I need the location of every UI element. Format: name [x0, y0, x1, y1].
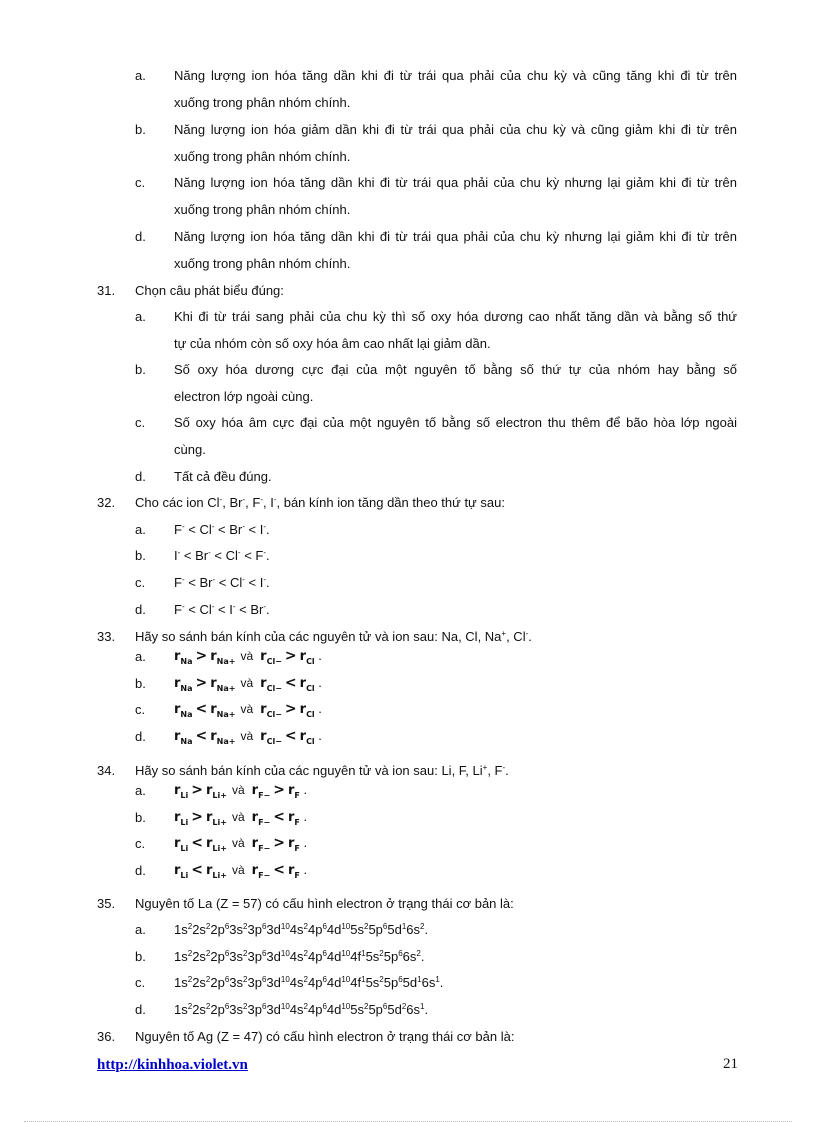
q31-option-c-line: cùng. [174, 442, 206, 457]
q35-option-a-label: a. [135, 922, 146, 937]
q30-option-b-line: Năng lượng ion hóa giảm dần khi đi từ trái qua phải của chu kỳ và cũng giảm khi đi từ trên [174, 122, 737, 137]
q34-number: 34. [97, 763, 116, 778]
q30-option-c-line: Năng lượng ion hóa tăng dần khi đi từ trái qua phải của chu kỳ nhưng lại giảm khi đi từ trên [174, 175, 737, 190]
q33-number: 33. [97, 629, 116, 644]
q32-option-b-label: b. [135, 548, 146, 563]
q33-stem: Hãy so sánh bán kính của các nguyên tử và ion sau: Na, Cl, Na+, Cl-. [135, 629, 532, 644]
q31-option-a-line: tự của nhóm còn số oxy hóa âm cao nhất lại giảm dần. [174, 336, 491, 351]
q31-number: 31. [97, 283, 116, 298]
q33-option-b-formula: $r_{Na} > r_{Na+}$ và $r_{Cl-} < r_{Cl}$ . [174, 675, 322, 693]
q34-option-d-label: d. [135, 863, 146, 878]
q30-option-d-line: Năng lượng ion hóa tăng dần khi đi từ trái qua phải của chu kỳ nhưng lại giảm khi đi từ trên [174, 229, 737, 244]
q30-option-b-line: xuống trong phân nhóm chính. [174, 149, 351, 164]
q32-option-c-label: c. [135, 575, 146, 590]
q30-option-a-label: a. [135, 68, 146, 83]
q34-option-b-formula: $r_{Li} > r_{Li+}$ và $r_{F-} < r_F$ . [174, 809, 308, 827]
q31-option-d-line: Tất cả đều đúng. [174, 469, 272, 484]
q33-option-a-label: a. [135, 649, 146, 664]
q35-option-b-config: $1s^22s^22p^63s^23p^63d^{10}4s^24p^64d^{10}4f^15s^25p^66s^2$. [174, 949, 425, 964]
q30-option-c-label: c. [135, 175, 146, 190]
footer-link[interactable]: http://kinhhoa.violet.vn [97, 1057, 248, 1073]
q31-option-a-label: a. [135, 309, 146, 324]
q31-option-c-label: c. [135, 415, 146, 430]
q33-option-d-formula: $r_{Na} < r_{Na+}$ và $r_{Cl-} < r_{Cl}$ . [174, 728, 322, 746]
q34-option-a-label: a. [135, 783, 146, 798]
q33-option-c-formula: $r_{Na} < r_{Na+}$ và $r_{Cl-} > r_{Cl}$ . [174, 701, 322, 719]
q34-option-c-label: c. [135, 836, 146, 851]
q34-option-c-formula: $r_{Li} < r_{Li+}$ và $r_{F-} > r_F$ . [174, 835, 308, 853]
q32-option-d-text: F- < Cl- < I- < Br-. [174, 602, 270, 617]
q35-option-c-config: $1s^22s^22p^63s^23p^63d^{10}4s^24p^64d^{10}4f^15s^25p^65d^16s^1$. [174, 975, 444, 990]
page-bottom-border [24, 1121, 792, 1122]
q35-option-c-label: c. [135, 975, 146, 990]
q31-option-d-label: d. [135, 469, 146, 484]
q31-option-b-line: electron lớp ngoài cùng. [174, 389, 314, 404]
q35-number: 35. [97, 896, 116, 911]
page-number: 21 [723, 1056, 738, 1072]
q35-option-d-label: d. [135, 1002, 146, 1017]
q32-option-a-text: F- < Cl- < Br- < I-. [174, 522, 270, 537]
q30-option-c-line: xuống trong phân nhóm chính. [174, 202, 351, 217]
q35-option-d-config: $1s^22s^22p^63s^23p^63d^{10}4s^24p^64d^{10}5s^25p^65d^26s^1$. [174, 1002, 429, 1017]
q33-option-c-label: c. [135, 702, 146, 717]
q36-stem: Nguyên tố Ag (Z = 47) có cấu hình electron ở trạng thái cơ bản là: [135, 1029, 515, 1044]
q35-stem: Nguyên tố La (Z = 57) có cấu hình electron ở trạng thái cơ bản là: [135, 896, 514, 911]
q35-option-a-config: $1s^22s^22p^63s^23p^63d^{10}4s^24p^64d^{10}5s^25p^65d^16s^2$. [174, 922, 429, 937]
q31-stem: Chọn câu phát biểu đúng: [135, 283, 284, 298]
q30-option-d-line: xuống trong phân nhóm chính. [174, 256, 351, 271]
q35-option-b-label: b. [135, 949, 146, 964]
q34-option-a-formula: $r_{Li} > r_{Li+}$ và $r_{F-} > r_F$ . [174, 782, 308, 800]
q32-stem: Cho các ion Cl-, Br-, F-, I-, bán kính ion tăng dần theo thứ tự sau: [135, 495, 505, 510]
q32-option-d-label: d. [135, 602, 146, 617]
q33-option-d-label: d. [135, 729, 146, 744]
q31-option-b-label: b. [135, 362, 146, 377]
q36-number: 36. [97, 1029, 116, 1044]
q34-option-b-label: b. [135, 810, 146, 825]
q33-option-b-label: b. [135, 676, 146, 691]
q34-option-d-formula: $r_{Li} < r_{Li+}$ và $r_{F-} < r_F$ . [174, 862, 308, 880]
q30-option-d-label: d. [135, 229, 146, 244]
q32-option-b-text: I- < Br- < Cl- < F-. [174, 548, 270, 563]
q31-option-b-line: Số oxy hóa dương cực đại của một nguyên tố bằng số thứ tự của nhóm hay bằng số [174, 362, 737, 377]
q31-option-a-line: Khi đi từ trái sang phải của chu kỳ thì số oxy hóa dương cao nhất tăng dần và bằng số thứ [174, 309, 737, 324]
q34-stem: Hãy so sánh bán kính của các nguyên tử và ion sau: Li, F, Li+, F-. [135, 763, 509, 778]
q32-option-a-label: a. [135, 522, 146, 537]
q32-option-c-text: F- < Br- < Cl- < I-. [174, 575, 270, 590]
q30-option-a-line: xuống trong phân nhóm chính. [174, 95, 351, 110]
q32-number: 32. [97, 495, 116, 510]
q33-option-a-formula: $r_{Na} > r_{Na+}$ và $r_{Cl-} > r_{Cl}$ . [174, 648, 322, 666]
q30-option-b-label: b. [135, 122, 146, 137]
q31-option-c-line: Số oxy hóa âm cực đại của một nguyên tố bằng số electron thu thêm để bão hòa lớp ngoài [174, 415, 737, 430]
q30-option-a-line: Năng lượng ion hóa tăng dần khi đi từ trái qua phải của chu kỳ và cũng tăng khi đi từ trên [174, 68, 737, 83]
